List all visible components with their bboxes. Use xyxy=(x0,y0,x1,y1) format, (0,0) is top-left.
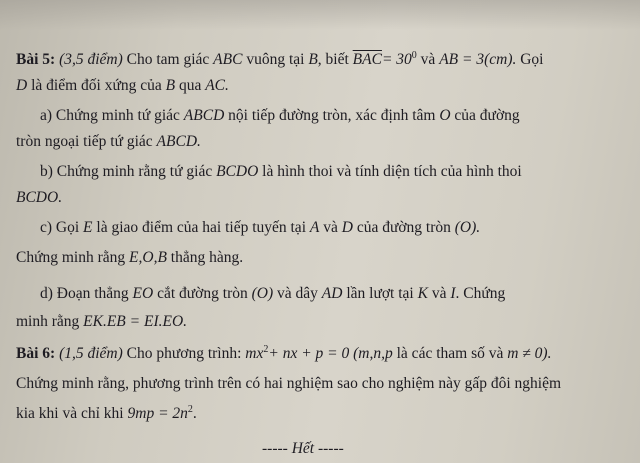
math-bcdo: BCDO xyxy=(216,163,259,180)
math-degree: 0 xyxy=(411,49,417,61)
text: lần lượt tại xyxy=(346,285,414,302)
math-b: B xyxy=(308,51,318,68)
math-b: B xyxy=(165,77,176,94)
text: minh rằng xyxy=(16,313,80,330)
math-bcdo: BCDO. xyxy=(16,189,63,206)
math-square: 2 xyxy=(187,403,193,415)
text: Cho tam giác xyxy=(126,51,210,68)
text: là hình thoi và tính diện tích của hình thoi xyxy=(262,163,522,180)
text: của đường xyxy=(454,107,520,124)
math-ab: AB = 3(cm). xyxy=(439,51,517,68)
text: là giao điểm của hai tiếp tuyến tại xyxy=(96,219,306,236)
math-abc: ABC xyxy=(213,51,243,68)
math-square: 2 xyxy=(263,343,269,355)
math-o-circle: (O) xyxy=(251,285,274,302)
text: của đường tròn xyxy=(356,219,451,236)
math-equation: 9mp = 2n xyxy=(127,405,188,422)
math-eq30: = 30 xyxy=(381,51,412,68)
text: kia khi và chỉ khi xyxy=(16,405,124,422)
text: Gọi xyxy=(520,51,544,68)
math-equation: + nx + p = 0 (m,n,p xyxy=(268,345,393,362)
bai5-part-b-line-1 xyxy=(40,162,640,182)
text: c) Gọi xyxy=(40,219,80,236)
text: d) Đoạn thẳng xyxy=(40,285,129,302)
bai5-part-b-line-2 xyxy=(16,188,626,208)
math-d: D xyxy=(341,219,353,236)
bai5-part-c-line-1 xyxy=(40,218,640,238)
text: vuông tại xyxy=(246,51,305,68)
math-angle-bac: $\overline{BAC}$ xyxy=(352,51,382,68)
math-eo: EO xyxy=(132,285,154,302)
text: nội tiếp đường tròn, xác định tâm xyxy=(228,107,436,124)
math-ac: AC. xyxy=(205,77,229,94)
text: là điểm đối xứng của xyxy=(31,77,162,94)
bai5-part-a-line-1 xyxy=(40,106,640,126)
end-marker xyxy=(262,440,344,458)
math-mx: mx xyxy=(245,345,264,362)
dash-right: ----- xyxy=(314,440,344,457)
text: và xyxy=(420,51,436,68)
math-o: O xyxy=(439,107,451,124)
bai5-part-d-line-1 xyxy=(40,284,640,304)
math-k: K xyxy=(417,285,428,302)
text: và xyxy=(431,285,447,302)
math-e: E xyxy=(83,219,93,236)
text: Chứng minh rằng xyxy=(16,249,126,266)
page-top-shadow xyxy=(0,0,640,30)
bai5-part-c-line-2 xyxy=(16,248,626,268)
text: là các tham số và xyxy=(396,345,504,362)
math-condition: m ≠ 0). xyxy=(507,345,552,362)
math-abcd: ABCD. xyxy=(156,133,201,150)
math-o-circle: (O). xyxy=(454,219,481,236)
math-ad: AD xyxy=(321,285,343,302)
bai6-line-3 xyxy=(16,404,626,424)
bai6-line-2 xyxy=(16,374,626,394)
bai5-part-a-line-2 xyxy=(16,132,626,152)
text: b) Chứng minh rằng tứ giác xyxy=(40,163,213,180)
text: và dây xyxy=(277,285,318,302)
text: Cho phương trình: xyxy=(126,345,242,362)
bai5-line-2 xyxy=(16,76,626,96)
text: cắt đường tròn xyxy=(157,285,248,302)
bai6-label: Bài 6: xyxy=(16,345,56,362)
bai5-part-d-line-2 xyxy=(16,312,626,332)
text: và xyxy=(323,219,338,236)
bai5-points: (3,5 điểm) xyxy=(59,51,123,68)
text: a) Chứng minh tứ giác xyxy=(40,107,180,124)
math-abcd: ABCD xyxy=(183,107,225,124)
text: . Chứng xyxy=(455,285,506,302)
math-equation: EK.EB = EI.EO. xyxy=(83,313,188,330)
math-eob: E,O,B xyxy=(129,249,167,266)
bai6-points: (1,5 điểm) xyxy=(59,345,123,362)
bai5-line-1 xyxy=(16,50,626,70)
text: qua xyxy=(178,77,202,94)
text: thẳng hàng. xyxy=(170,249,244,266)
text: tròn ngoại tiếp tứ giác xyxy=(16,133,153,150)
text: , biết xyxy=(317,51,349,68)
bai6-line-1 xyxy=(16,344,626,364)
text: Chứng minh rằng, phương trình trên có hai nghiệm sao cho nghiệm này gấp đôi nghiệm xyxy=(16,375,562,392)
end-label: Hết xyxy=(291,440,315,457)
math-a: A xyxy=(309,219,320,236)
math-i: I xyxy=(450,285,456,302)
bai5-label: Bài 5: xyxy=(16,51,56,68)
math-d: D xyxy=(16,77,28,94)
dash-left: ----- xyxy=(262,440,292,457)
text: . xyxy=(192,405,197,422)
